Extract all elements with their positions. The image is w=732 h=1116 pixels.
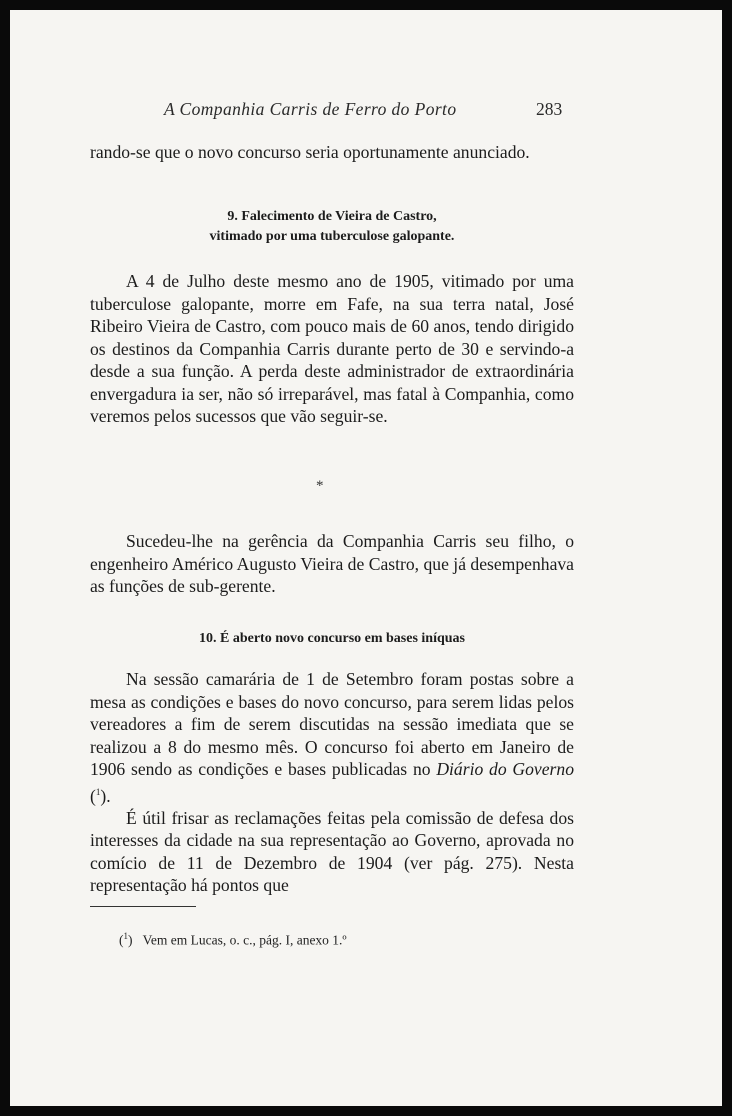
section-9-heading-line-1: 9. Falecimento de Vieira de Castro, [227, 209, 437, 224]
footnote: ($^1$) Vem em Lucas, o. c., pág. I, anexo 1.º [119, 931, 347, 948]
footnote-divider [90, 906, 196, 907]
succession-body [90, 530, 574, 598]
section-9-heading-line-2: vitimado por uma tuberculose galopante. [209, 228, 455, 244]
section-10-heading: 10. É aberto novo concurso em bases iníquas [198, 631, 466, 646]
running-header [10, 99, 722, 123]
succession-paragraph: Sucedeu-lhe na gerência da Companhia Carris seu filho, o engenheiro Américo Augusto Vieira de Castro, que já desempenhava as funções de sub-gerente. [90, 531, 574, 596]
section-separator: * [316, 478, 324, 494]
continuation-paragraph: rando-se que o novo concurso seria oportunamente anunciado. [90, 142, 530, 162]
section-10-body [90, 668, 574, 897]
running-title: A Companhia Carris de Ferro do Porto [164, 99, 457, 119]
diario-do-governo-title: Diário do Governo [436, 759, 574, 779]
continuation-text [90, 141, 574, 164]
page-number: 283 [536, 99, 563, 119]
footnote-reference: 1 [95, 786, 101, 797]
footnote-mark: 1 [123, 931, 128, 941]
section-9-body [90, 270, 574, 428]
footnote-text: Vem em Lucas, o. c., pág. I, anexo 1.º [142, 932, 347, 948]
paragraph-1-close: ). [100, 785, 111, 806]
section-9-heading [90, 207, 574, 246]
paragraph-1-open-paren: ( [90, 785, 96, 806]
book-page [10, 10, 722, 1106]
paragraph-1-text: Na sessão camarária de 1 de Setembro foram postas sobre a mesa as condições e bases do novo concurso, para serem lidas pelos vereadores a fim de serem discutidas na sessão imediata que se realizou a 8 do mesmo mês. O concurso foi aberto em Janeiro de 1906 sendo as condições e bases publicadas no [90, 669, 574, 779]
section-9-paragraph: A 4 de Julho deste mesmo ano de 1905, vitimado por uma tuberculose galopante, morre em Fafe, na sua terra natal, José Ribeiro Vieira de Castro, com pouco mais de 60 anos, tendo dirigido os destinos da Companhia Carris durante perto de 30 e servindo-a desde a sua função. A perda deste administrador de extraordinária envergadura ia ser, não só irreparável, mas fatal à Companhia, como veremos pelos sucessos que vão seguir-se. [90, 271, 574, 426]
section-10-paragraph-1 [90, 668, 574, 807]
section-10-paragraph-2: É útil frisar as reclamações feitas pela comissão de defesa dos interesses da cidade na sua representação ao Governo, aprovada no comício de 11 de Dezembro de 1904 (ver pág. 275). Nesta representação há pontos que [90, 807, 574, 896]
